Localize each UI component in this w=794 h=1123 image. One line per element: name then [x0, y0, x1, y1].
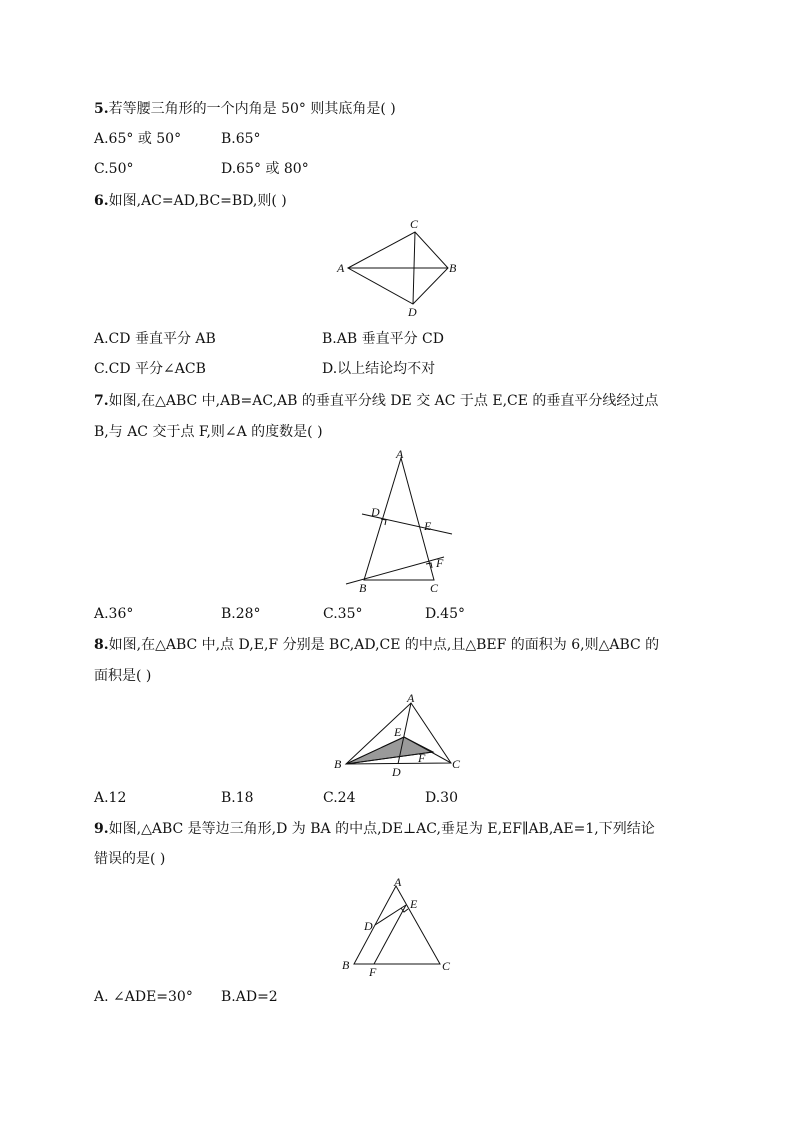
label-d: D: [371, 505, 380, 519]
label-b: B: [342, 958, 350, 972]
question-8-stem-line2: 面积是( ): [94, 668, 152, 684]
option-c: C.35°: [323, 606, 363, 622]
option-b: B.65°: [221, 131, 261, 147]
label-c: C: [410, 217, 419, 231]
option-b: B.28°: [221, 606, 261, 622]
question-text: 如图,AC=AD,BC=BD,则( ): [108, 193, 287, 209]
label-b: B: [449, 261, 457, 275]
option-a: A.36°: [94, 606, 134, 622]
question-8-stem-line1: [94, 636, 659, 654]
triangle-bisector-figure: [340, 446, 470, 596]
kite-figure: [330, 214, 470, 324]
option-d: D.65° 或 80°: [221, 161, 309, 177]
question-text: 如图,在△ABC 中,点 D,E,F 分别是 BC,AD,CE 的中点,且△BEF 的面积为 6,则△ABC 的: [108, 637, 660, 653]
question-text: 若等腰三角形的一个内角是 50° 则其底角是( ): [108, 101, 396, 117]
question-5-stem: [94, 100, 396, 118]
label-c: C: [452, 757, 461, 771]
question-7-stem-line2: B,与 AC 交于点 F,则∠A 的度数是( ): [94, 424, 323, 440]
label-f: F: [436, 556, 444, 570]
label-e: E: [394, 725, 402, 739]
option-a: A.12: [94, 790, 127, 806]
question-number: 8.: [94, 637, 109, 653]
question-6-stem: [94, 192, 287, 210]
option-b: B.AD=2: [221, 989, 278, 1005]
option-c: C.50°: [94, 161, 134, 177]
option-c: C.24: [323, 790, 356, 806]
segment-ef: [374, 905, 406, 964]
right-angle-f: [426, 563, 432, 568]
label-a: A: [396, 447, 404, 461]
question-number: 9.: [94, 821, 109, 837]
option-a: A. ∠ADE=30°: [94, 989, 193, 1005]
label-f: F: [418, 751, 426, 765]
option-d: D.30: [425, 790, 458, 806]
label-c: C: [430, 581, 439, 595]
median-triangle-figure: [330, 690, 470, 785]
equilateral-triangle-figure: [334, 872, 464, 982]
label-a: A: [407, 691, 415, 705]
label-d: D: [408, 305, 417, 319]
option-d: D.以上结论均不对: [322, 361, 436, 377]
label-b: B: [334, 757, 342, 771]
option-b: B.18: [221, 790, 254, 806]
question-number: 7.: [94, 393, 109, 409]
question-9-stem-line1: [94, 820, 655, 838]
option-a: A.CD 垂直平分 AB: [94, 331, 216, 347]
label-f: F: [369, 965, 377, 979]
label-e: E: [410, 897, 418, 911]
label-e: E: [424, 519, 432, 533]
label-a: A: [394, 875, 402, 889]
option-a: A.65° 或 50°: [94, 131, 182, 147]
label-b: B: [359, 581, 367, 595]
question-text: 如图,△ABC 是等边三角形,D 为 BA 的中点,DE⊥AC,垂足为 E,EF∥AB,AE=1,下列结论: [108, 821, 655, 837]
label-a: A: [337, 261, 345, 275]
question-7-stem-line1: [94, 392, 658, 410]
option-c: C.CD 平分∠ACB: [94, 361, 206, 377]
option-b: B.AB 垂直平分 CD: [322, 331, 444, 347]
question-number: 5.: [94, 101, 109, 117]
question-text: 如图,在△ABC 中,AB=AC,AB 的垂直平分线 DE 交 AC 于点 E,CE 的垂直平分线经过点: [108, 393, 659, 409]
label-c: C: [442, 959, 451, 973]
label-d: D: [364, 919, 373, 933]
label-d: D: [392, 765, 401, 779]
question-9-stem-line2: 错误的是( ): [94, 851, 166, 867]
question-number: 6.: [94, 193, 109, 209]
option-d: D.45°: [425, 606, 465, 622]
